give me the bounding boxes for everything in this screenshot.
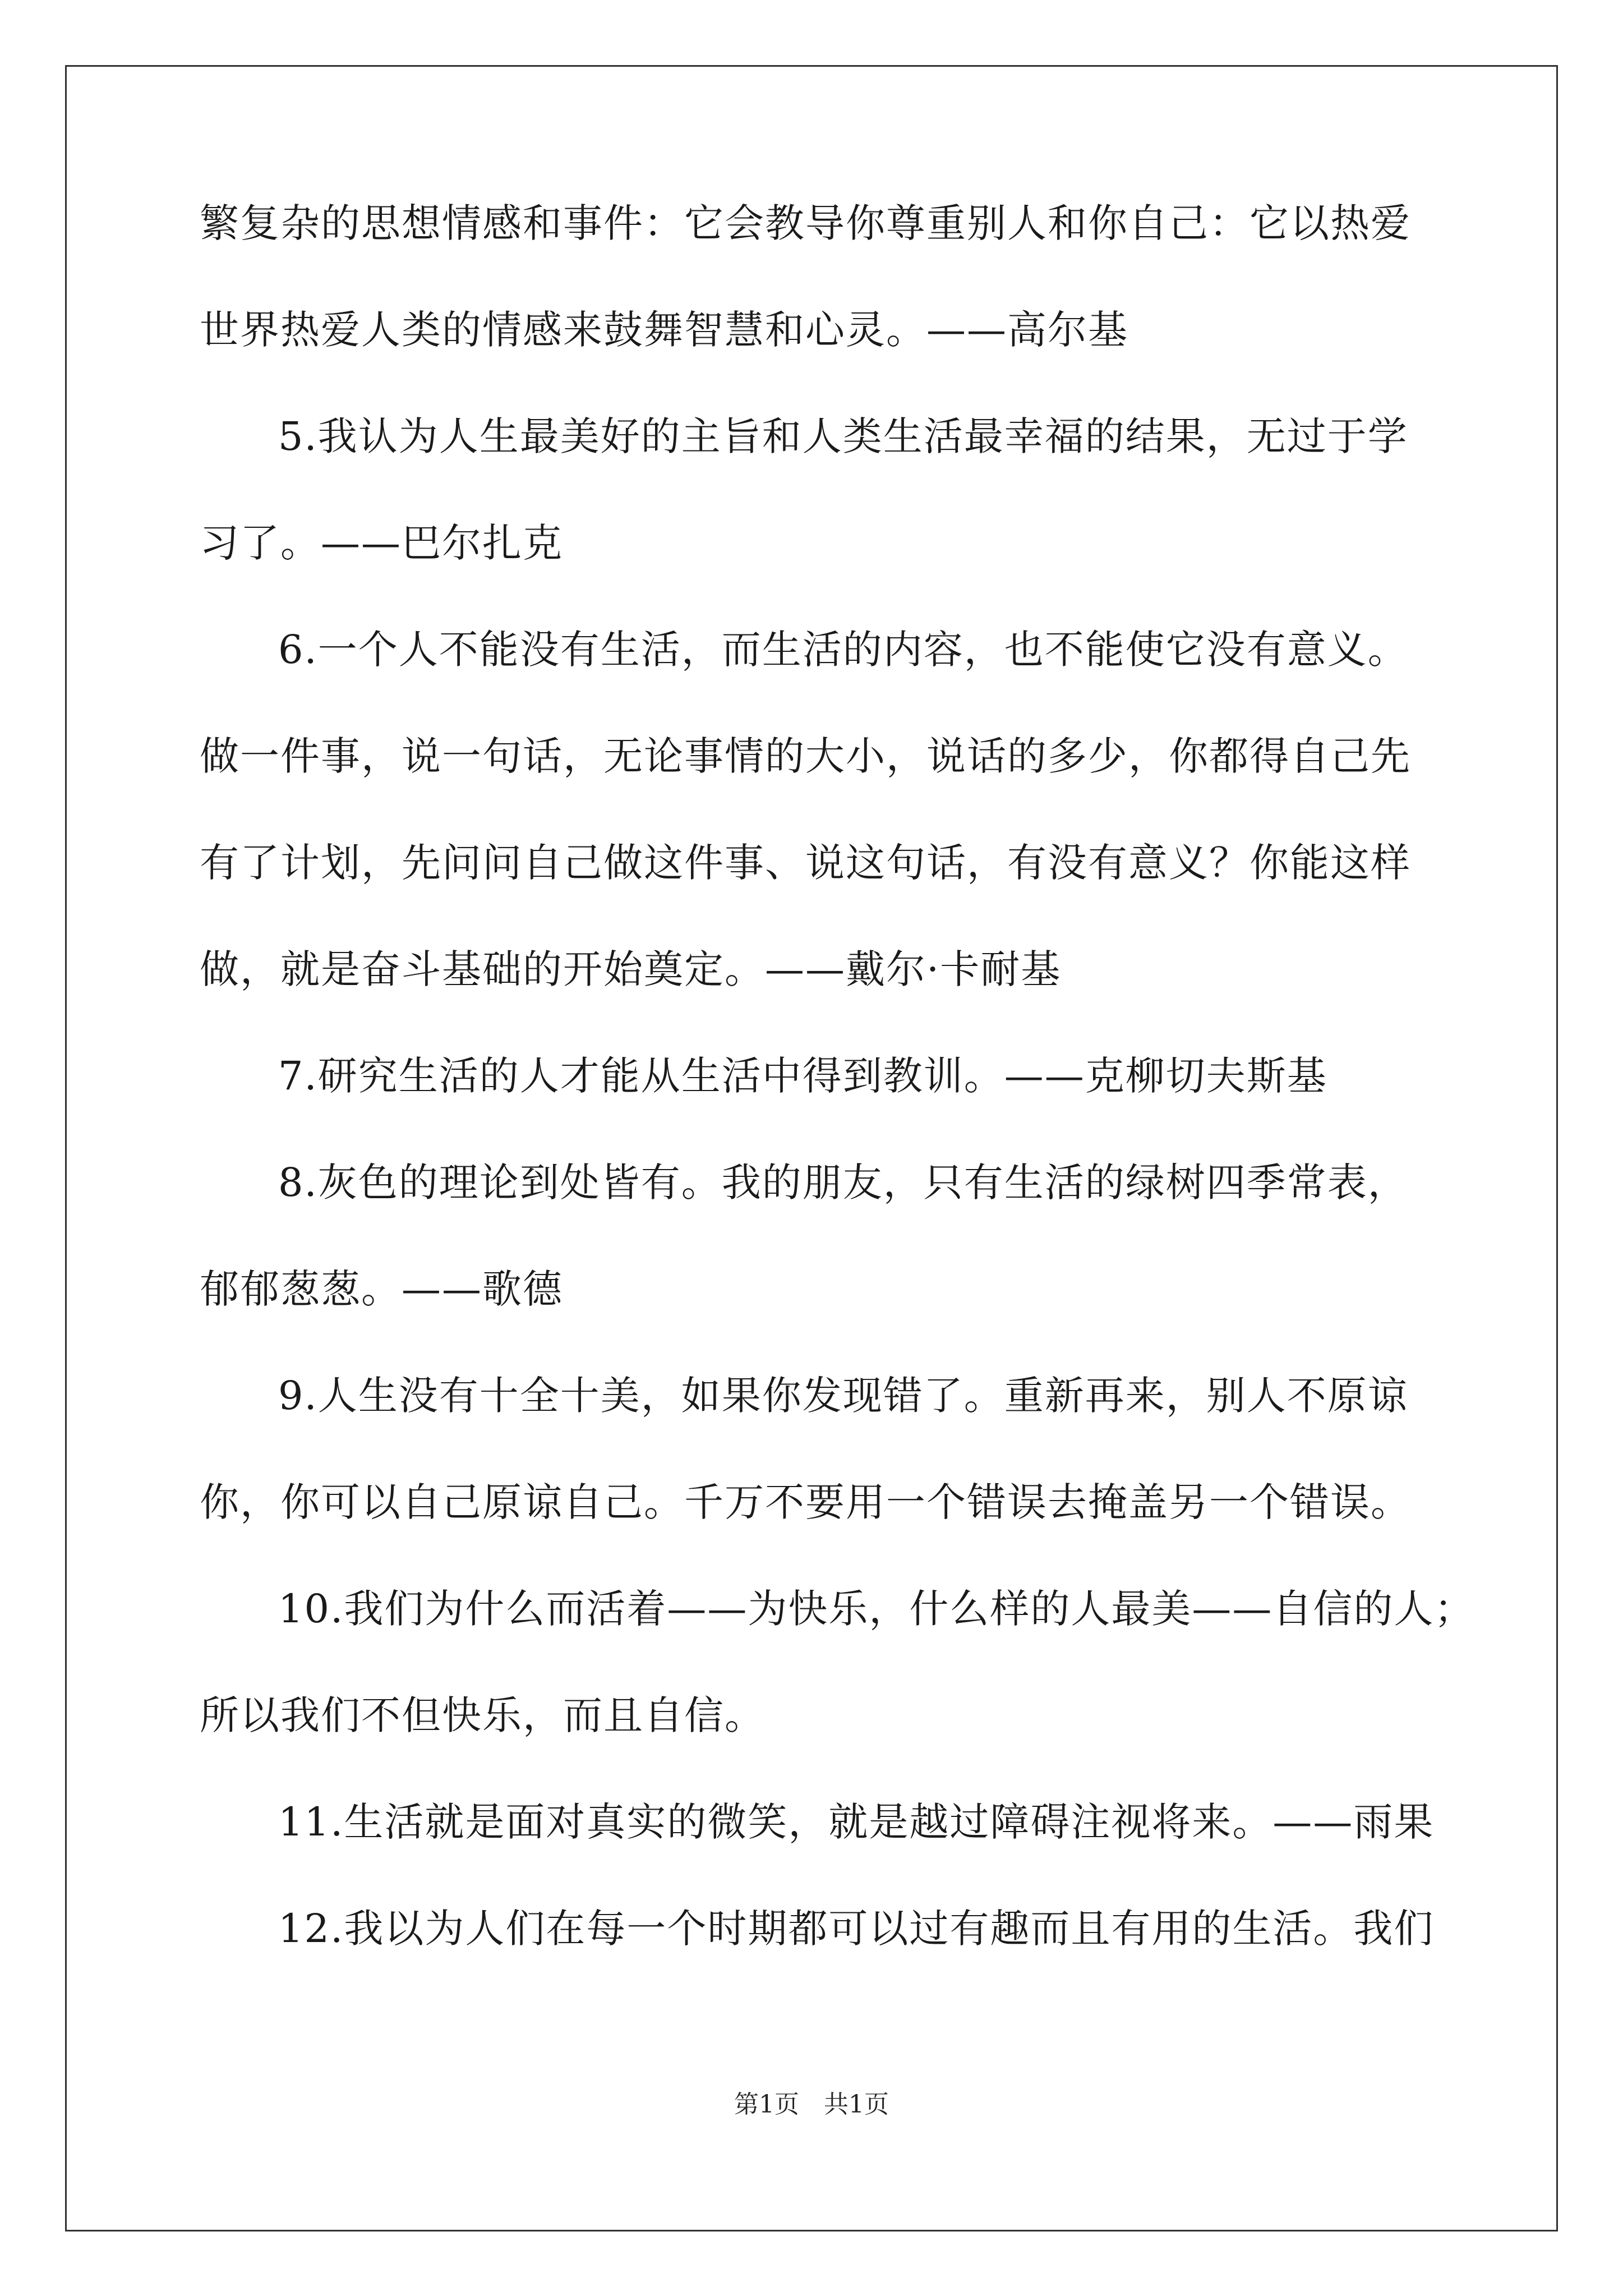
text-line: 你，你可以自己原谅自己。千万不要用一个错误去掩盖另一个错误。 [200, 1479, 1411, 1525]
quote-item: 9.人生没有十全十美，如果你发现错了。重新再来，别人不原谅 [278, 1373, 1408, 1419]
page-number-footer: 第1页 共1页 [734, 2090, 889, 2119]
text-line: 郁郁葱葱。——歌德 [200, 1266, 563, 1312]
text-line: 有了计划，先问问自己做这件事、说这句话，有没有意义？你能这样 [200, 840, 1411, 886]
text-line: 世界热爱人类的情感来鼓舞智慧和心灵。——高尔基 [200, 307, 1128, 353]
text-line: 做，就是奋斗基础的开始奠定。——戴尔·卡耐基 [200, 946, 1062, 992]
text-line: 繁复杂的思想情感和事件：它会教导你尊重别人和你自己：它以热爱 [200, 200, 1411, 246]
quote-item: 7.研究生活的人才能从生活中得到教训。——克柳切夫斯基 [278, 1053, 1327, 1099]
text-line: 所以我们不但快乐，而且自信。 [200, 1692, 765, 1738]
quote-item: 8.灰色的理论到处皆有。我的朋友，只有生活的绿树四季常表， [278, 1159, 1408, 1205]
quote-item: 10.我们为什么而活着——为快乐，什么样的人最美——自信的人； [278, 1586, 1475, 1632]
quote-item: 12.我以为人们在每一个时期都可以过有趣而且有用的生活。我们 [278, 1906, 1435, 1952]
quote-item: 5.我认为人生最美好的主旨和人类生活最幸福的结果，无过于学 [278, 413, 1408, 459]
document-body [200, 196, 1475, 2008]
quote-item: 11.生活就是面对真实的微笑，就是越过障碍注视将来。——雨果 [278, 1799, 1435, 1845]
quote-item: 6.一个人不能没有生活，而生活的内容，也不能使它没有意义。 [278, 627, 1408, 673]
text-line: 做一件事，说一句话，无论事情的大小，说话的多少，你都得自己先 [200, 733, 1411, 779]
text-line: 习了。——巴尔扎克 [200, 520, 563, 566]
